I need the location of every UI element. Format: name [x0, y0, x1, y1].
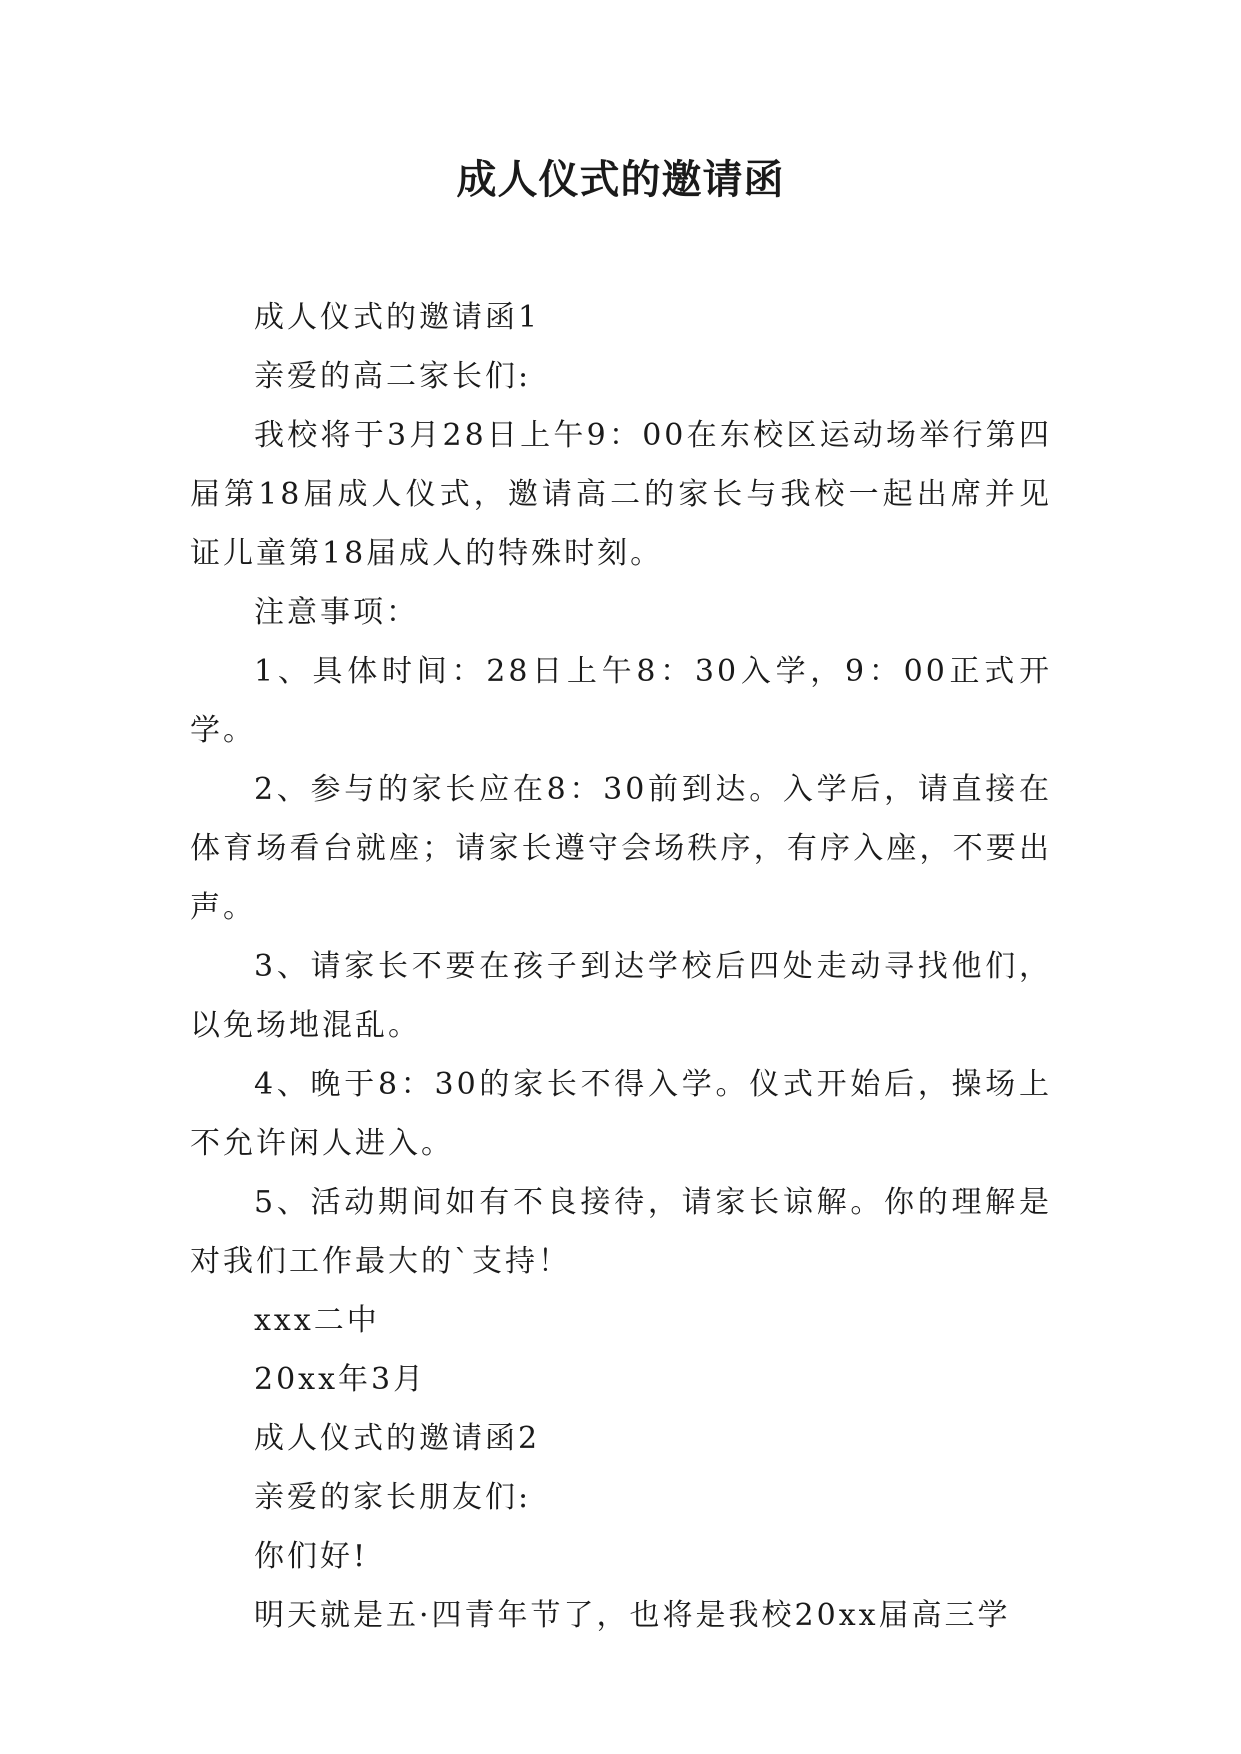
section-heading-1: 成人仪式的邀请函1 [254, 300, 541, 335]
section-heading-2: 成人仪式的邀请函2 [254, 1421, 541, 1456]
document-title: 成人仪式的邀请函 [456, 157, 785, 203]
notice-item-1: 1、具体时间：28日上午8：30入学，9：00正式开学。 [190, 654, 1052, 748]
notice-item-2: 2、参与的家长应在8：30前到达。入学后，请直接在体育场看台就座；请家长遵守会场秩序，有序入座，不要出声。 [190, 772, 1052, 925]
body-paragraph: 我校将于3月28日上午9：00在东校区运动场举行第四届第18届成人仪式，邀请高二的家长与我校一起出席并见证儿童第18届成人的特殊时刻。 [190, 418, 1052, 571]
signature-date: 20xx年3月 [254, 1362, 427, 1397]
greeting: 你们好! [254, 1539, 369, 1574]
notice-item-3: 3、请家长不要在孩子到达学校后四处走动寻找他们，以免场地混乱。 [190, 949, 1052, 1043]
notice-heading: 注意事项： [254, 595, 419, 630]
notice-item-4: 4、晚于8：30的家长不得入学。仪式开始后，操场上不允许闲人进入。 [190, 1067, 1052, 1161]
body-paragraph-2: 明天就是五·四青年节了，也将是我校20xx届高三学 [254, 1598, 1011, 1633]
signature-school: xxx二中 [254, 1303, 380, 1338]
salutation: 亲爱的高二家长们: [254, 359, 532, 394]
notice-item-5: 5、活动期间如有不良接待，请家长谅解。你的理解是对我们工作最大的`支持！ [190, 1185, 1052, 1279]
salutation-2: 亲爱的家长朋友们: [254, 1480, 532, 1515]
document-body [190, 288, 1052, 1645]
